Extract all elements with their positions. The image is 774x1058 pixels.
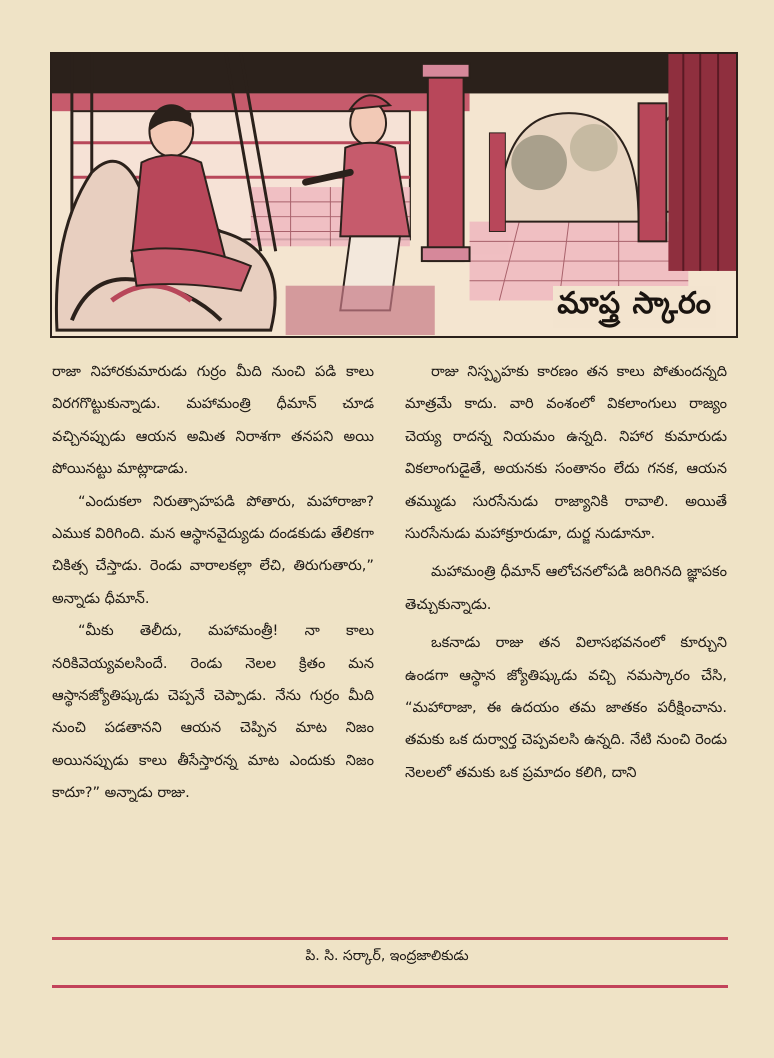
paragraph: “మీకు తెలీదు, మహామంత్రీ! నా కాలు నరికివెయ్యవలసిందే. రెండు నెలల క్రితం మన ఆస్థానజ్యోతిష్కుడు చెప్పనే చెప్పాడు. నేను గుర్రం మీది నుంచి పడతానని ఆయన చెప్పిన మాట నిజం అయినప్పుడు కాలు తీసేస్తారన్న మాట ఎందుకు నిజం కాదూ?” అన్నాడు రాజు. [52, 622, 374, 802]
right-text-column [405, 356, 727, 789]
story-title-lettering: మాప్త్ర స్కారం [553, 286, 716, 328]
paragraph: “ఎందుకలా నిరుత్సాహపడి పోతారు, మహారాజా? ఎముక విరిగింది. మన ఆస్థానవైద్యుడు దండకుడు తేలికగా చికిత్స చేస్తాడు. రెండు వారాలకల్లా లేచి, తిరుగుతారు,” అన్నాడు ధీమాన్. [52, 492, 374, 607]
left-text-column [52, 356, 374, 810]
paragraph: మహామంత్రి ధీమాన్ ఆలోచనలోపడి జరిగినది జ్ఞాపకం తెచ్చుకున్నాడు. [405, 563, 727, 613]
footer-credit: పి. సి. సర్కార్, ఇంద్రజాలికుడు [305, 948, 469, 964]
story-illustration [50, 52, 738, 338]
paragraph: రాజు నిస్పృహకు కారణం తన కాలు పోతుందన్నది మాత్రమే కాదు. వారి వంశంలో వికలాంగులు రాజ్యం చెయ్య రాదన్న నియమం ఉన్నది. నిహార కుమారుడు వికలాంగుడైతే, అయనకు సంతానం లేదు గనక, ఆయన తమ్ముడు సురసేనుడు రాజ్యానికి రావాలి. అయితే సురసేనుడు మహాక్రూరుడూ, దుర్జ నుడూనూ. [405, 363, 727, 543]
paragraph: రాజా నిహారకుమారుడు గుర్రం మీది నుంచి పడి కాలు విరగగొట్టుకున్నాడు. మహామంత్రి ధీమాన్ చూడ వచ్చినప్పుడు ఆయన అమిత నిరాశగా తనపని అయి పోయినట్టు మాట్లాడాడు. [52, 363, 374, 478]
footer-rule-bottom [52, 985, 728, 988]
footer-rule-top [52, 937, 728, 940]
paragraph: ఒకనాడు రాజు తన విలాసభవనంలో కూర్చుని ఉండగా ఆస్థాన జ్యోతిష్కుడు వచ్చి నమస్కారం చేసి, “మహారాజా, ఈ ఉదయం తమ జాతకం పరీక్షించాను. తమకు ఒక దుర్వార్త చెప్పవలసి ఉన్నది. నేటి నుంచి రెండు నెలలలో తమకు ఒక ప్రమాదం కలిగి, దాని [405, 634, 727, 781]
